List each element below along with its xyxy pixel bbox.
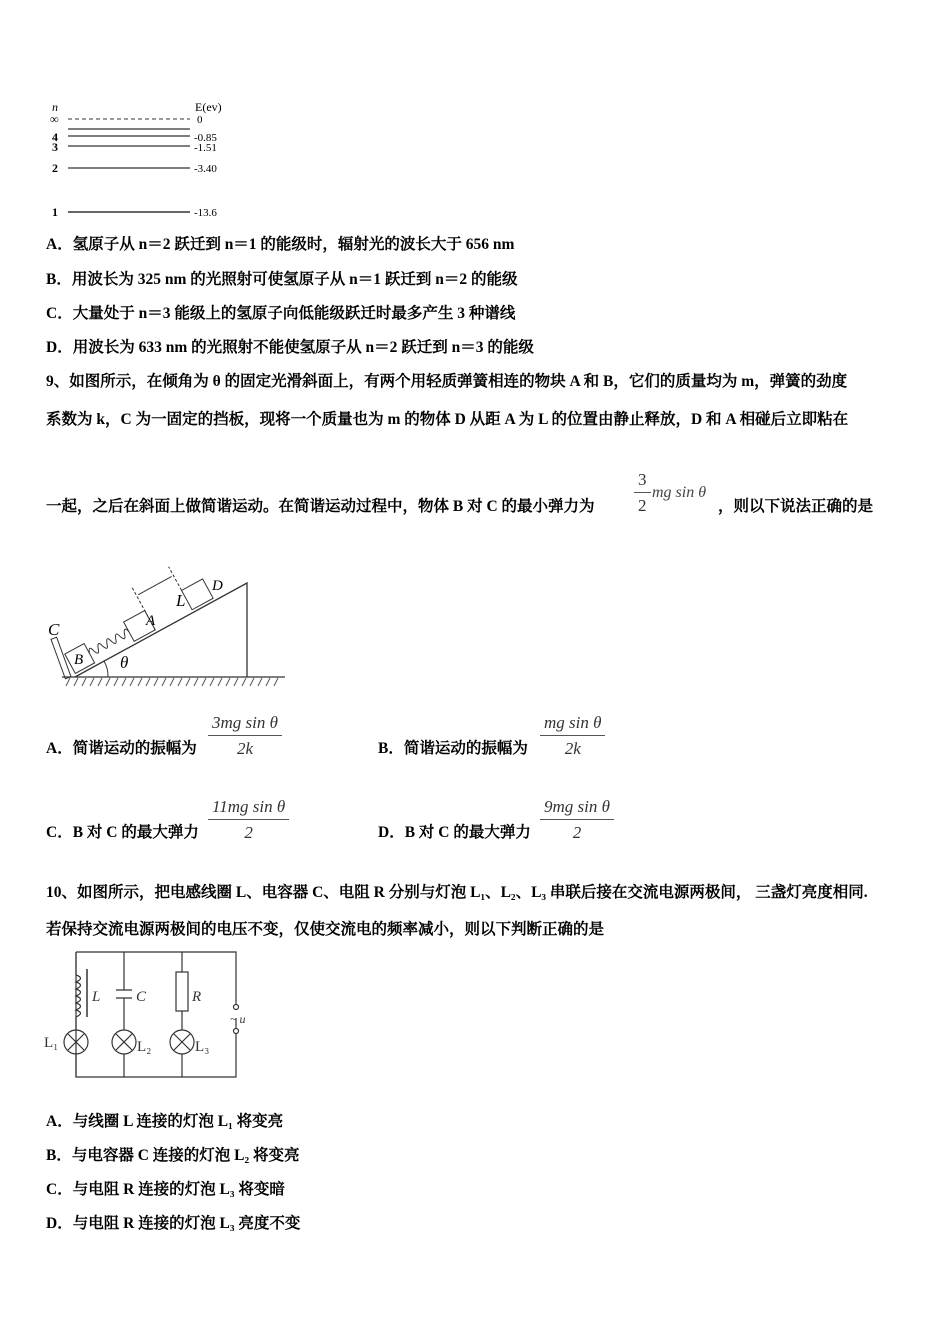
q9-min-force-expression: mg sin θ [652,484,707,501]
q8-option-d: D．用波长为 633 nm 的光照射不能使氢原子从 n＝2 跃迁到 n＝3 的能级 [46,339,534,356]
q10-option-c: C．与电阻 R 连接的灯泡 L₃ 将变暗 [46,1181,285,1198]
fraction-numerator: 9mg sin θ [540,797,614,820]
fraction-denominator: 2 [638,496,647,515]
q9-option-d: D．B 对 C 的最大弹力 [378,824,531,841]
q10-option-d: D．与电阻 R 连接的灯泡 L₃ 亮度不变 [46,1215,301,1232]
label-r: R [192,989,202,1005]
label-a: A [146,613,156,629]
q8-option-c: C．大量处于 n＝3 能级上的氢原子向低能级跃迁时最多产生 3 种谱线 [46,305,516,322]
fraction-numerator: 3 [634,470,651,493]
lamp-l3 [170,1030,194,1054]
label-l1: L₁ [44,1035,59,1051]
label-l2: L₂ [137,1039,152,1055]
level-n-label: 4 [52,130,58,144]
level-n-label: 3 [52,140,58,154]
fraction-denominator: 2k [236,739,253,758]
incline-spring-figure [40,540,300,690]
label-d: D [212,578,223,594]
lamp-l2 [112,1030,136,1054]
q10-option-b: B．与电容器 C 连接的灯泡 L₂ 将变亮 [46,1147,300,1164]
label-u: ~ u [230,1012,246,1026]
q9-option-d-fraction [540,797,614,843]
level-n-label: 2 [52,161,58,175]
q9-text-line1: 9、如图所示，在倾角为 θ 的固定光滑斜面上，有两个用轻质弹簧相连的物块 A 和 B，它们的质量均为 m，弹簧的劲度 [46,373,848,390]
fraction-denominator: 2k [564,739,581,758]
q9-text-line2: 系数为 k，C 为一固定的挡板，现将一个质量也为 m 的物体 D 从距 A 为 L 的位置由静止释放，D 和 A 相碰后立即粘在 [46,411,849,428]
q8-option-b: B．用波长为 325 nm 的光照射可使氢原子从 n＝1 跃迁到 n＝2 的能级 [46,271,518,288]
label-c: C [136,989,147,1005]
label-l: L [176,591,186,610]
n-axis-label: n [52,100,58,114]
fraction-numerator: mg sin θ [540,713,605,736]
distance-arrow [138,576,171,594]
q10-option-a: A．与线圈 L 连接的灯泡 L₁ 将变亮 [46,1113,284,1130]
q10-text-line2: 若保持交流电源两极间的电压不变，仅使交流电的频率减小，则以下判断正确的是 [46,921,605,938]
ac-circuit-diagram [40,945,255,1085]
level-energy-label: -1.51 [194,142,217,154]
level-energy-label: 0 [197,114,203,126]
q9-text-line3b: ，则以下说法正确的是 [718,498,874,515]
q9-option-a: A．简谐运动的振幅为 [46,740,197,757]
fraction-denominator: 2 [244,823,253,842]
inductor-coil [76,975,81,1017]
q9-option-c-fraction [208,797,289,843]
incline [75,583,247,677]
q8-option-a: A．氢原子从 n＝2 跃迁到 n＝1 的能级时，辐射光的波长大于 656 nm [46,236,515,253]
label-c: C [48,620,60,639]
label-theta: θ [120,653,129,672]
level-n-label: ∞ [50,112,59,126]
q9-min-force-fraction [634,470,651,516]
level-n-label: 1 [52,205,58,219]
q9-option-b-fraction [540,713,605,759]
label-l: L [92,989,101,1005]
fraction-denominator: 2 [572,823,582,842]
energy-level-diagram [40,95,240,225]
label-b: B [74,652,84,668]
level-energy-label: -0.85 [194,132,217,144]
q9-option-a-fraction [208,713,282,759]
terminal [234,1029,239,1034]
q9-text-line3a: 一起，之后在斜面上做简谐运动。在简谐运动过程中，物体 B 对 C 的最小弹力为 [46,498,595,515]
terminal [234,1005,239,1010]
fraction-numerator: 3mg sin θ [208,713,282,736]
q10-text-line1: 10、如图所示，把电感线圈 L、电容器 C、电阻 R 分别与灯泡 L₁、L₂、L₃ 串联后接在交流电源两极间， 三盏灯亮度相同. [46,884,868,901]
level-energy-label: -13.6 [194,207,217,219]
level-energy-label: -3.40 [194,163,217,175]
block-d [182,579,214,610]
q9-option-c: C．B 对 C 的最大弹力 [46,824,199,841]
q9-option-b: B．简谐运动的振幅为 [378,740,528,757]
energy-axis-label: E(ev) [195,100,222,114]
capacitor [116,952,132,1077]
resistor [176,972,188,1011]
fraction-numerator: 11mg sin θ [208,797,289,820]
label-l3: L₃ [195,1039,210,1055]
